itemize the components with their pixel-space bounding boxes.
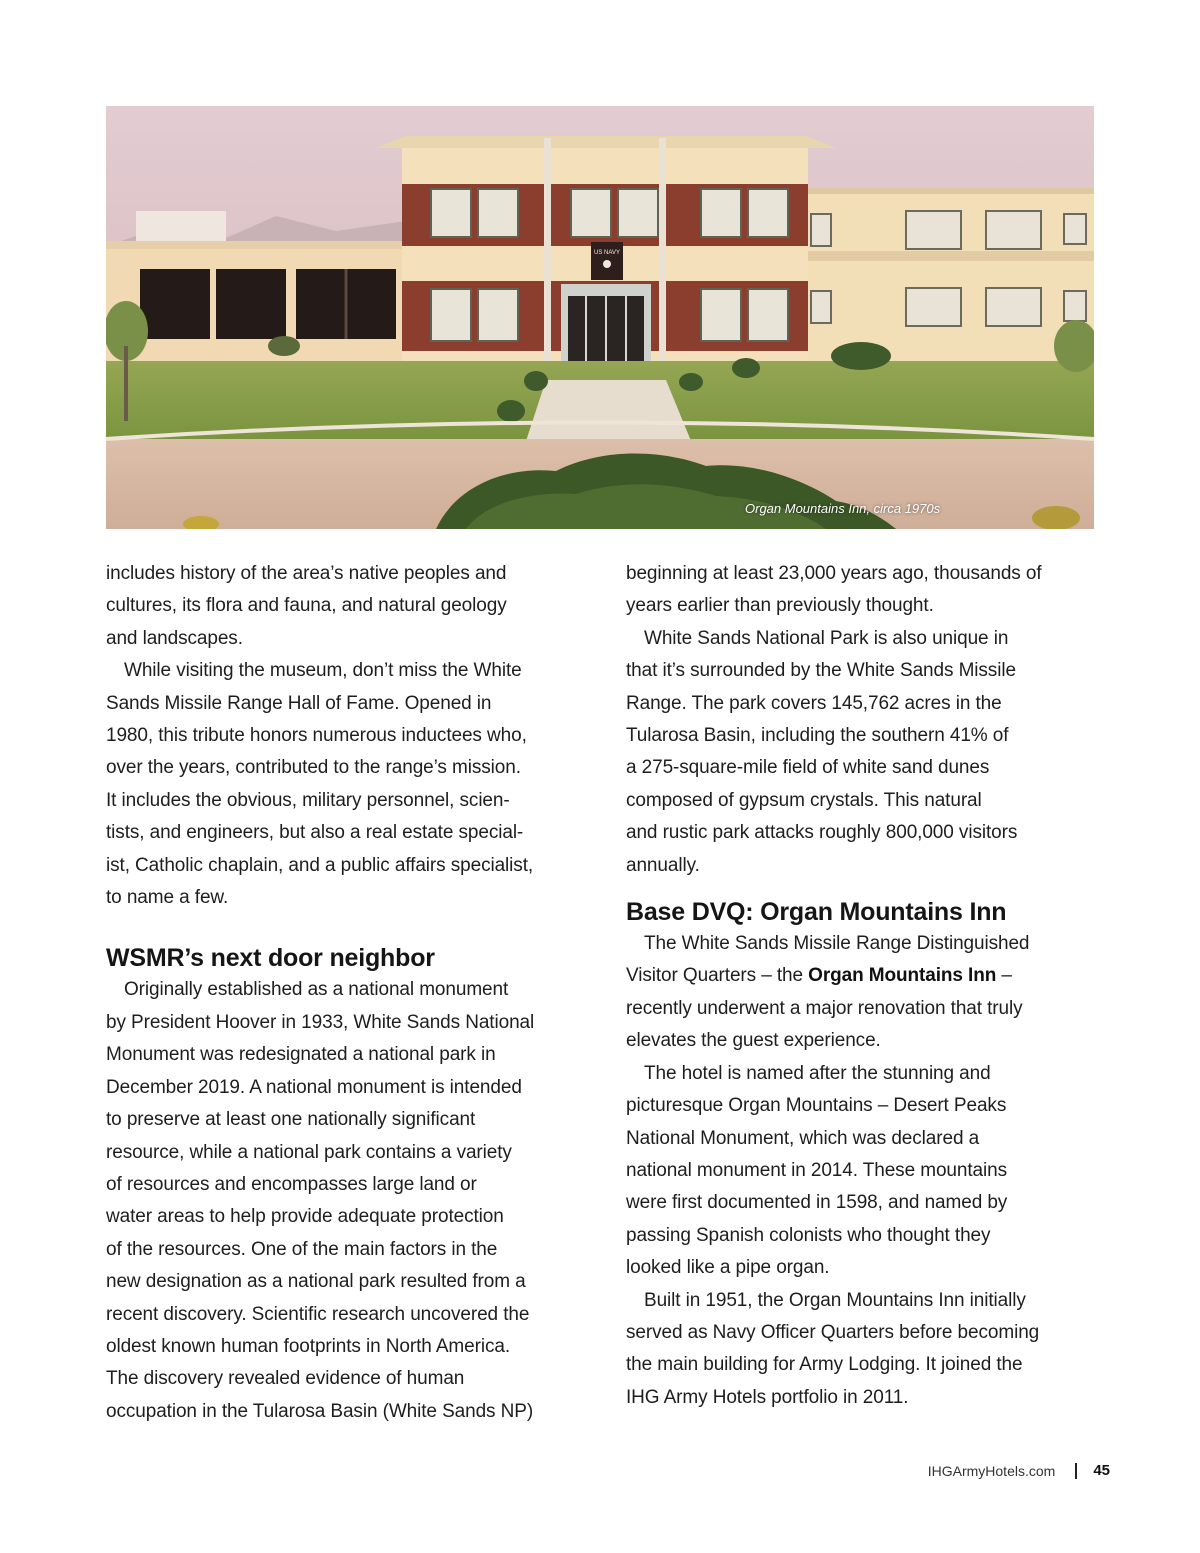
website-link[interactable]: IHGArmyHotels.com xyxy=(927,1462,1056,1479)
text-line: The discovery revealed evidence of human xyxy=(106,1368,465,1390)
text-line: December 2019. A national monument is intended xyxy=(106,1076,522,1098)
photo-caption: Organ Mountains Inn, circa 1970s xyxy=(745,501,941,516)
text-line: that it’s surrounded by the White Sands Missile xyxy=(626,660,1016,682)
text-line: of resources and encompasses large land or xyxy=(106,1173,477,1195)
text-line: White Sands National Park is also unique in xyxy=(644,627,1009,649)
text-fragment: Visitor Quarters – the xyxy=(626,965,809,987)
text-line: passing Spanish colonists who thought they xyxy=(626,1224,991,1246)
text-line: served as Navy Officer Quarters before becoming xyxy=(626,1321,1040,1343)
text-line: recent discovery. Scientific research uncovered the xyxy=(106,1303,530,1325)
paragraph xyxy=(106,974,586,1428)
text-line: occupation in the Tularosa Basin (White Sands NP) xyxy=(106,1400,534,1422)
text-line: oldest known human footprints in North America. xyxy=(106,1335,511,1357)
text-line: Tularosa Basin, including the southern 41% of xyxy=(626,725,1009,747)
text-fragment: – xyxy=(996,965,1012,987)
hotel-photo xyxy=(106,106,1094,529)
text-line: While visiting the museum, don’t miss the White xyxy=(124,660,522,682)
paragraph xyxy=(106,655,586,914)
paragraph xyxy=(626,623,1106,882)
text-line: National Monument, which was declared a xyxy=(626,1127,980,1149)
text-line: new designation as a national park resulted from a xyxy=(106,1271,526,1293)
footer-divider xyxy=(1075,1463,1077,1479)
text-line: composed of gypsum crystals. This natural xyxy=(626,789,982,811)
text-line: It includes the obvious, military personnel, scien- xyxy=(106,789,510,811)
text-line: Sands Missile Range Hall of Fame. Opened in xyxy=(106,692,492,714)
text-line: 1980, this tribute honors numerous inductees who, xyxy=(106,725,527,747)
text-line: looked like a pipe organ. xyxy=(626,1257,830,1279)
paragraph xyxy=(626,928,1106,1058)
text-line: cultures, its flora and fauna, and natural geology xyxy=(106,595,507,617)
section-heading: WSMR’s next door neighbor xyxy=(106,944,435,973)
text-line: ist, Catholic chaplain, and a public affairs specialist, xyxy=(106,854,534,876)
paragraph xyxy=(626,1285,1106,1415)
text-line: elevates the guest experience. xyxy=(626,1030,881,1052)
text-line: to name a few. xyxy=(106,887,229,909)
text-line: recently underwent a major renovation that truly xyxy=(626,997,1023,1019)
text-line: IHG Army Hotels portfolio in 2011. xyxy=(626,1386,909,1408)
inn-name-bold: Organ Mountains Inn xyxy=(808,965,997,987)
text-line: tists, and engineers, but also a real estate special- xyxy=(106,822,524,844)
text-line: resource, while a national park contains a variety xyxy=(106,1141,512,1163)
text-line: and landscapes. xyxy=(106,627,243,649)
text-line: by President Hoover in 1933, White Sands National xyxy=(106,1011,535,1033)
paragraph xyxy=(626,558,1106,623)
text-line: picturesque Organ Mountains – Desert Peaks xyxy=(626,1095,1007,1117)
text-line: annually. xyxy=(626,854,700,876)
text-line: to preserve at least one nationally significant xyxy=(106,1109,476,1131)
left-column xyxy=(106,558,586,1428)
text-line xyxy=(626,960,1106,992)
page-footer xyxy=(928,1462,1110,1479)
text-line: Built in 1951, the Organ Mountains Inn initially xyxy=(644,1289,1026,1311)
text-line: of the resources. One of the main factors in the xyxy=(106,1238,498,1260)
text-line: beginning at least 23,000 years ago, thousands of xyxy=(626,563,1042,584)
text-line: years earlier than previously thought. xyxy=(626,595,934,617)
page-number: 45 xyxy=(1093,1462,1110,1479)
text-line: water areas to help provide adequate protection xyxy=(106,1206,504,1228)
paragraph xyxy=(626,1058,1106,1285)
paragraph xyxy=(106,558,586,655)
text-line: The hotel is named after the stunning and xyxy=(644,1062,991,1084)
text-line: and rustic park attacks roughly 800,000 visitors xyxy=(626,822,1018,844)
right-column xyxy=(626,558,1106,1414)
text-line: includes history of the area’s native peoples and xyxy=(106,563,507,584)
section-heading: Base DVQ: Organ Mountains Inn xyxy=(626,898,1007,927)
navy-sign-text: US NAVY xyxy=(594,250,620,256)
text-line: Range. The park covers 145,762 acres in the xyxy=(626,692,1002,714)
text-line: over the years, contributed to the range’s mission. xyxy=(106,757,521,779)
text-line: the main building for Army Lodging. It joined the xyxy=(626,1354,1023,1376)
text-line: Monument was redesignated a national park in xyxy=(106,1044,496,1066)
text-line: national monument in 2014. These mountains xyxy=(626,1159,1007,1181)
text-line: a 275-square-mile field of white sand dunes xyxy=(626,757,990,779)
text-line: were first documented in 1598, and named by xyxy=(626,1192,1008,1214)
text-line: The White Sands Missile Range Distinguished xyxy=(644,933,1030,955)
text-line: Originally established as a national monument xyxy=(124,979,509,1001)
hotel-photo-illustration xyxy=(106,106,1094,529)
